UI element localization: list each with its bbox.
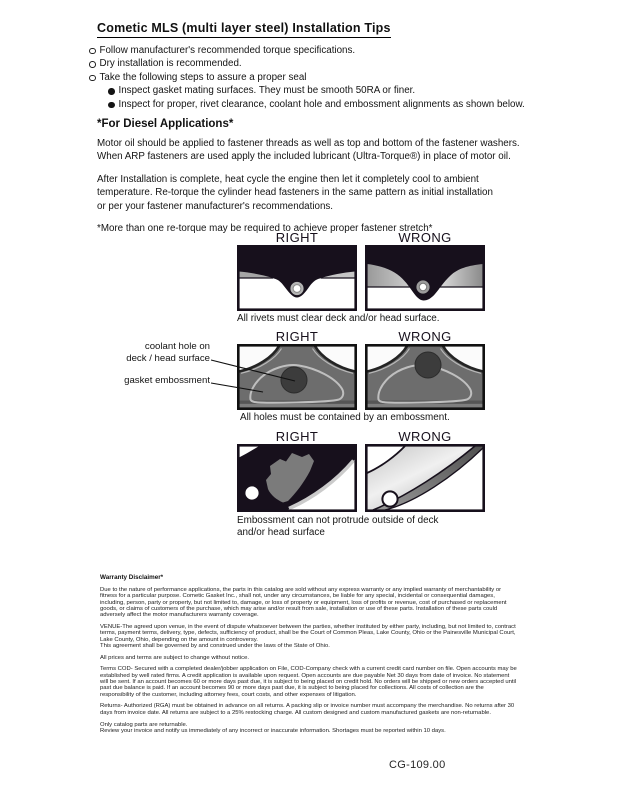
diesel-applications-section xyxy=(97,118,520,245)
hole-right-diagram xyxy=(237,344,357,410)
figure-caption: All rivets must clear deck and/or head surface. xyxy=(237,313,440,324)
right-label: RIGHT xyxy=(275,230,319,245)
protrusion-right-diagram xyxy=(237,444,357,512)
disclaimer-paragraph: Due to the nature of performance applications, the parts in this catalog are sold without any express warranty or any implied warranty of merchantability or fitness for a particular purpose. Cometic Gasket Inc., shall not, under any circumstances, be liable for any special, incidental or consequential damages, including, person, party or property, but not limited to, damage, or loss of property or equipment, loss of profits or revenue, cost of purchased or replacement goods, or claims of customers of the purchase, which may arise and/or result from sale, installation or use of these parts. Installation of these parts could adversely affect the motor manufacturers warranty coverage. xyxy=(100,587,507,619)
rivet-wrong-diagram xyxy=(365,245,485,311)
disclaimer-paragraph: Terms COD- Secured with a completed dealer/jobber application on File, COD-Company check with a current credit card number on file. Open accounts may be established by well rated firms. A credit application is available upon request. Open accounts are due payable Net 30 days from date of invoice. No statement will be sent. If an account becomes 60 or more days past due, it is subject to being placed on credit hold. No orders will be shipped or new orders accepted until past due balance is paid. If an account becomes 90 or more days past due, it is subject to being placed for collections. All costs of collection are the responsibility of the customer, including attorney fees, court costs, and other expenses of litigation. xyxy=(100,666,517,698)
paragraph: Motor oil should be applied to fastener threads as well as top and bottom of the fastener washers. When ARP fasteners are used apply the included lubricant (Ultra-Torque®) in place of motor oil. xyxy=(97,137,520,162)
filled-bullet-icon xyxy=(108,88,115,95)
disclaimer-paragraph: All prices and terms are subject to change without notice. xyxy=(100,654,249,661)
list-item-text: Dry installation is recommended. xyxy=(99,58,242,70)
list-item xyxy=(108,84,525,97)
rivet-right-diagram xyxy=(237,245,357,311)
list-item-text: Inspect gasket mating surfaces. They must be smooth 50RA or finer. xyxy=(118,85,416,97)
disclaimer-heading: Warranty Disclaimer* xyxy=(100,574,164,581)
protrusion-wrong-diagram xyxy=(365,444,485,512)
list-item xyxy=(108,98,525,111)
disclaimer-paragraph: VENUE-The agreed upon venue, in the event of dispute whatsoever between the parties, whether instituted by either party, including, but not limited to, contract terms, payment terms, delivery, type, defects, sufficiency of product, shall be the Court of Common Pleas, Lake County, Ohio or the Painesville Municipal Court, Lake County, Ohio, depending on the amount in controversy. xyxy=(100,623,516,643)
section-heading: *For Diesel Applications* xyxy=(97,118,234,130)
disclaimer-paragraph: This agreement shall be governed by and construed under the laws of the State of Ohio. xyxy=(100,642,330,649)
open-bullet-icon xyxy=(89,61,96,68)
warranty-disclaimer-section xyxy=(100,574,518,740)
list-item-text: Take the following steps to assure a proper seal xyxy=(99,71,307,83)
paragraph: After Installation is complete, heat cycle the engine then let it completely cool to ambient temperature. Re-torque the cylinder head fasteners in the same pattern as initial installation or per your fastener manufacturer's recommendations. xyxy=(97,173,493,212)
open-bullet-icon xyxy=(89,75,96,82)
wrong-label: WRONG xyxy=(398,230,452,245)
list-item xyxy=(89,71,525,84)
open-bullet-icon xyxy=(89,48,96,55)
figure-caption: Embossment can not protrude outside of deck and/or head surface xyxy=(237,515,439,539)
filled-bullet-icon xyxy=(108,102,115,109)
list-item xyxy=(89,57,525,70)
page-code: CG-109.00 xyxy=(389,759,446,771)
gasket-embossment-annotation: gasket embossment xyxy=(124,375,210,386)
disclaimer-paragraph: Only catalog parts are returnable. xyxy=(100,721,188,728)
installation-tips-list xyxy=(89,44,525,111)
disclaimer-paragraph: Returns- Authorized (RGA) must be obtained in advance on all returns. A packing slip or invoice number must accompany the merchandise. No returns after 30 days from invoice date. All returns are subject to a 25% restocking charge. All custom designed and custom manufactured gaskets are non-returnable. xyxy=(100,703,515,716)
list-item xyxy=(89,44,525,57)
page-title: Cometic MLS (multi layer steel) Installation Tips xyxy=(97,21,391,38)
right-label: RIGHT xyxy=(275,429,319,444)
figure-caption: All holes must be contained by an embossment. xyxy=(240,412,450,423)
list-item-text: Inspect for proper, rivet clearance, coolant hole and embossment alignments as shown below. xyxy=(118,98,525,110)
hole-wrong-diagram xyxy=(365,344,485,410)
coolant-hole-annotation: coolant hole on deck / head surface xyxy=(126,341,210,364)
list-item-text: Follow manufacturer's recommended torque specifications. xyxy=(99,45,356,56)
paragraph: *More than one re-torque may be required to achieve proper fastener stretch* xyxy=(97,223,433,234)
disclaimer-paragraph: Review your invoice and notify us immediately of any incorrect or inaccurate information. Shortages must be reported within 10 days. xyxy=(100,727,446,734)
wrong-label: WRONG xyxy=(398,329,452,344)
right-label: RIGHT xyxy=(275,329,319,344)
wrong-label: WRONG xyxy=(398,429,452,444)
